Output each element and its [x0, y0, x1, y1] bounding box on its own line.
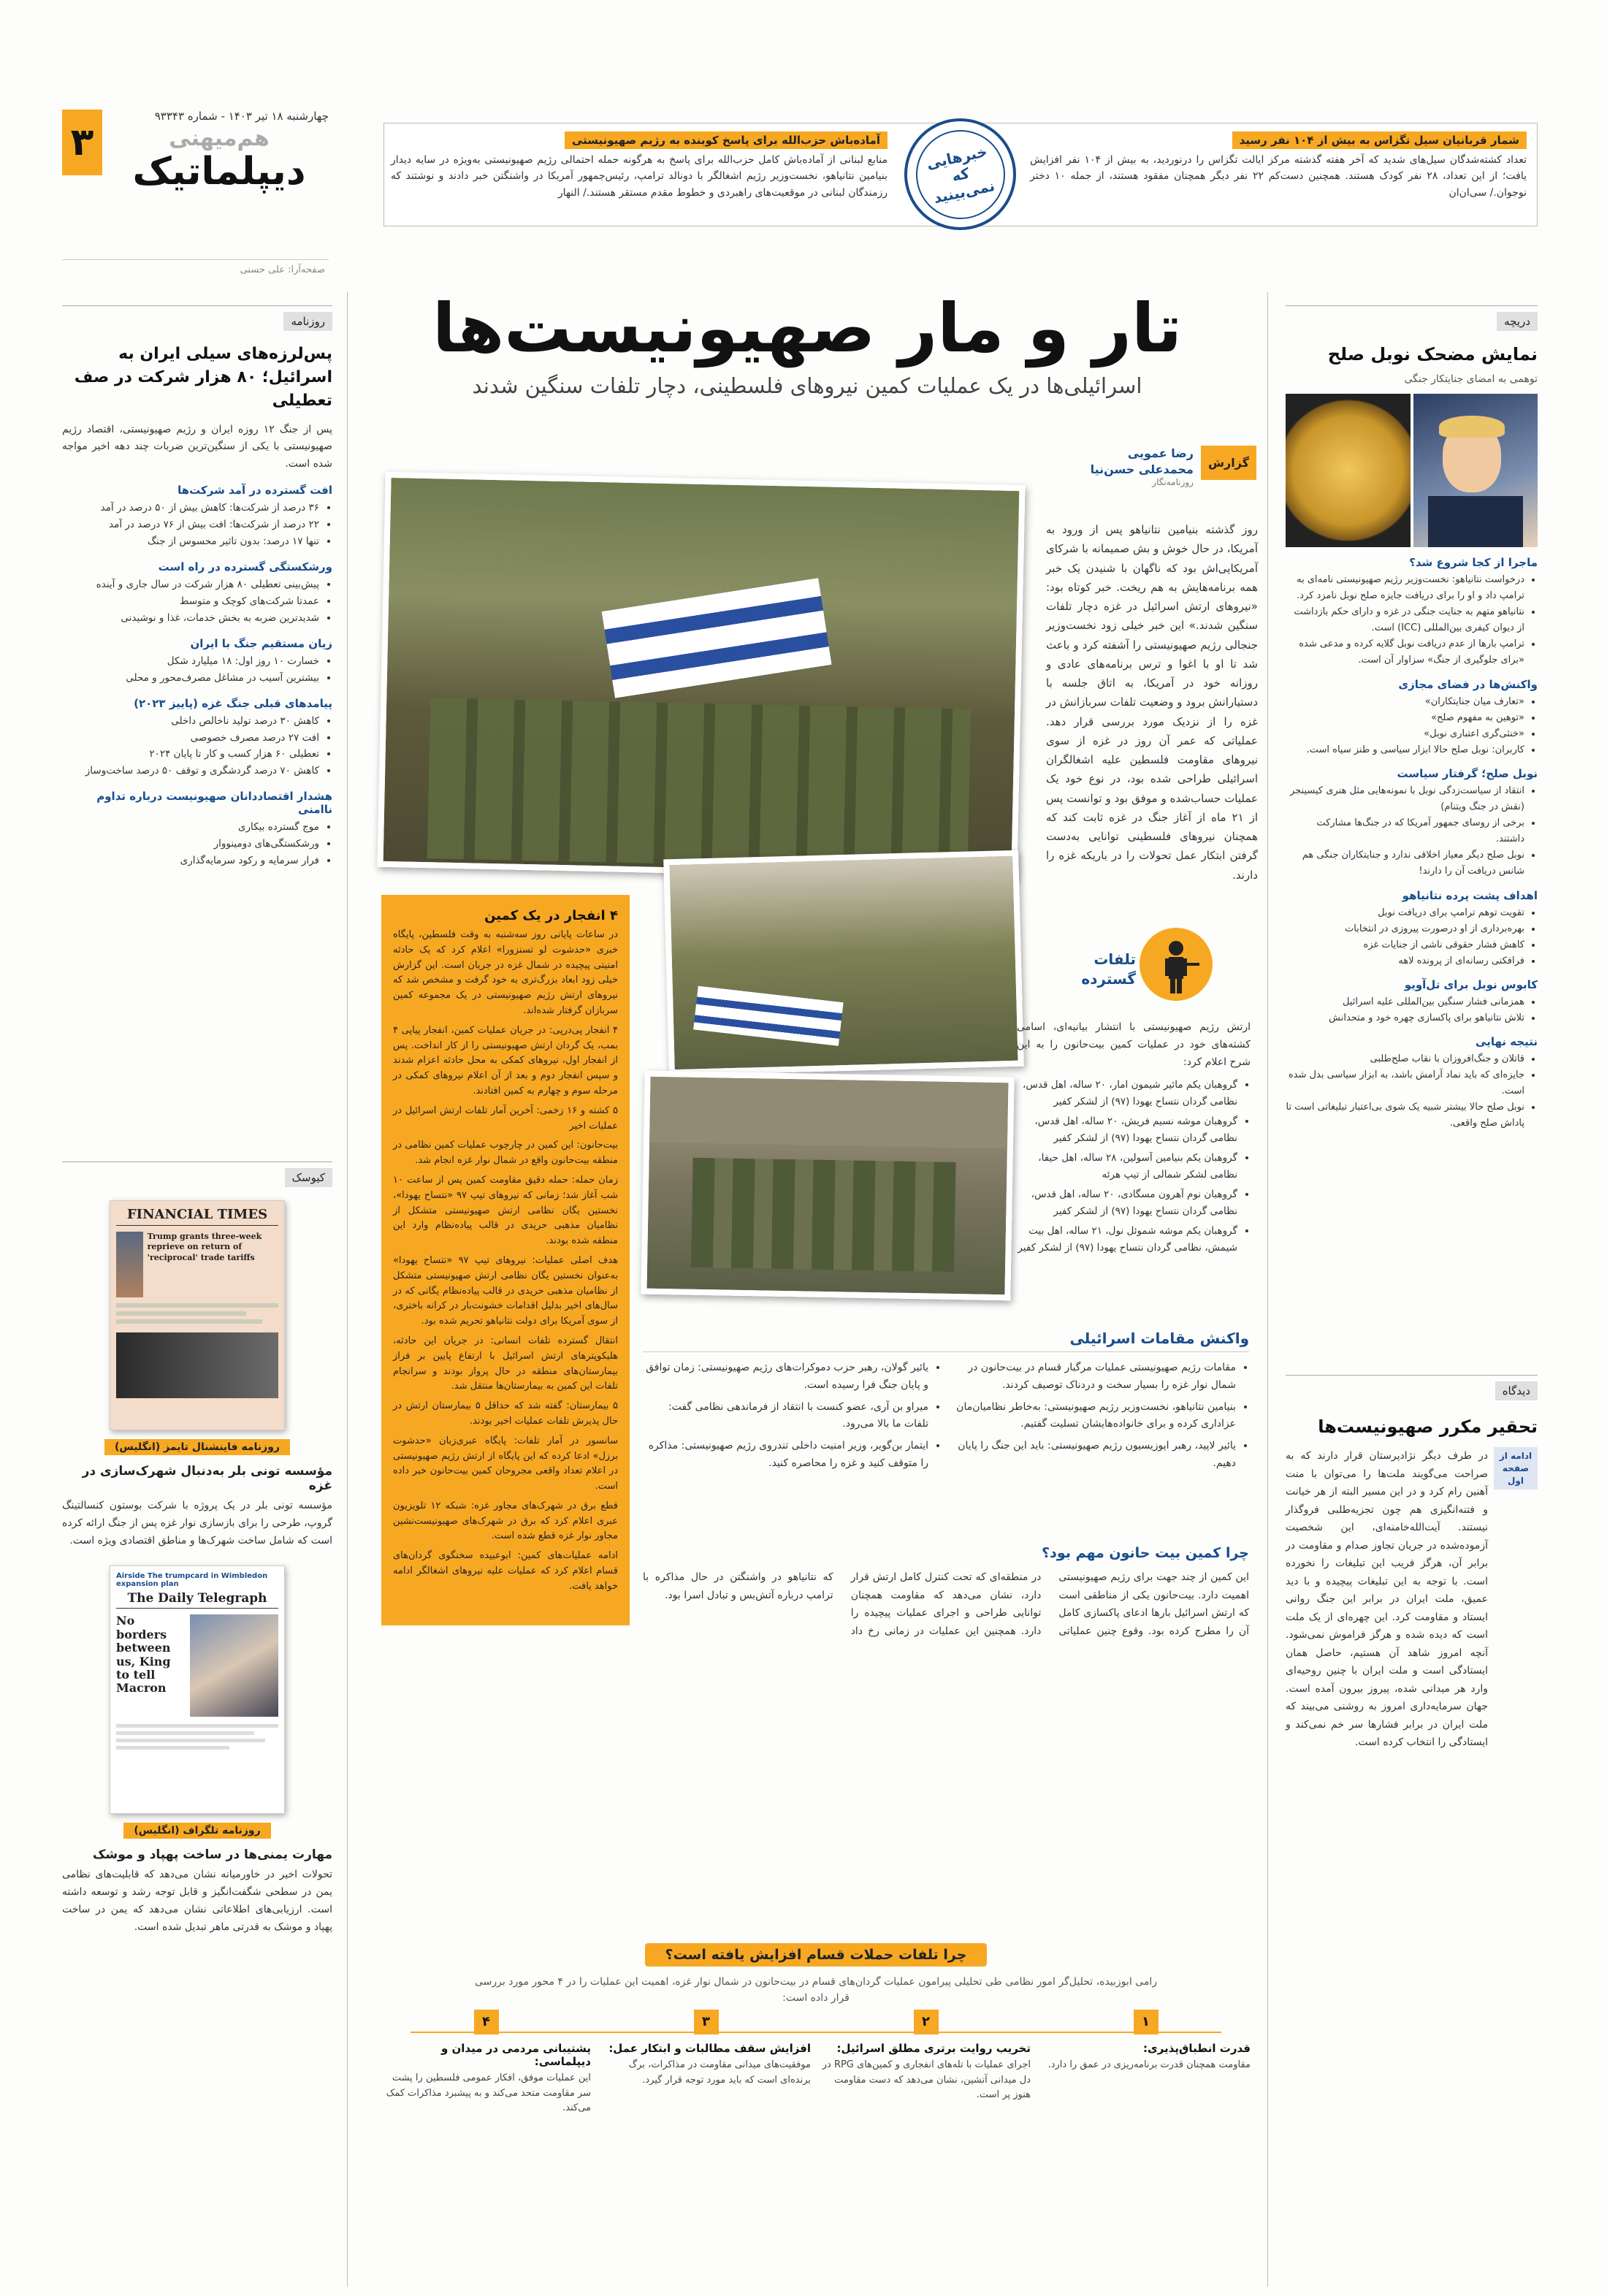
beithanoun-title: چرا کمین بیت حانون مهم بود؟ [1042, 1545, 1249, 1561]
dariche-column [1286, 305, 1538, 1132]
analysis-point [601, 2013, 811, 2116]
dariche-bullet: • بهره‌برداری از او درصورت پیروزی در انتخابات [1286, 921, 1524, 937]
analysis-point-number: ۴ [474, 2010, 499, 2034]
dt-text: تحولات اخیر در خاورمیانه نشان می‌دهد که قابلیت‌های نظامی یمن در سطحی شگفت‌انگیز و قابل توجه رشد و توسعه داشته است. ارزیابی‌های اطلاعاتی نشان می‌دهد که یمن در ساخت پهپاد و موشک به قدرتی ماهر تبدیل شده است. [62, 1869, 332, 1933]
dariche-bullet: • نوبل صلح حالا بیشتر شبیه یک شوی بی‌اعتبار تبلیغاتی است تا پاداش صلح واقعی. [1286, 1099, 1524, 1132]
headline-subtitle: اسرائیلی‌ها در یک عملیات کمین نیروهای فلسطینی، دچار تلفات سنگین شدند [472, 373, 1142, 399]
rooznameh-section-tag: روزنامه [283, 312, 332, 331]
dariche-bullet-list [1286, 572, 1538, 669]
page-number: ۳ [70, 121, 94, 164]
analysis-point-title: تخریب روایت برتری مطلق اسرائیل: [836, 2041, 1031, 2055]
dariche-bullet-list [1286, 1051, 1538, 1132]
dariche-images [1286, 394, 1538, 547]
dt-label: روزنامه تلگراف (انگلیس) [123, 1823, 270, 1839]
brand-main: دیپلماتیک [132, 150, 306, 194]
soldiers-photo [663, 850, 1024, 1076]
rooznameh-sections [62, 484, 332, 869]
flag-coffin [602, 578, 832, 698]
news-left-text: منابع لبنانی از آماده‌باش کامل حزب‌الله برای پاسخ به هرگونه حمله احتمالی رژیم صهیونیستی به‌ویژه در سایه دیدار بنیامین نتانیاهو، نخست‌وزیر رژیم اشغالگر با دونالد ترامپ، رئیس‌جمهور آمریکا در واشنگتن خبر دادند و نوشتند که رزمندگان لبنانی در موقعیت‌های راهبردی و خطوط مقدم مستقر هستند./ النهار [391, 154, 888, 199]
lead-article [1046, 520, 1258, 885]
rooznameh-bullet: • پیش‌بینی تعطیلی ۸۰ هزار شرکت در سال جاری و آینده [62, 576, 319, 593]
byline [1081, 446, 1256, 487]
dariche-bullet: • کاهش فشار حقوقی ناشی از جنایات غزه [1286, 937, 1524, 953]
explosion-paragraph: ۴ انفجار پی‌در‌پی: در جریان عملیات کمین، انفجار پیاپی ۴ بمب، یک گردان ارتش صهیونیستی را از کار انداخت. پس از انفجار اول، نیروهای کمکی به محل حادثه اعزام شدند و سپس انفجار دوم و بعد از آن اعلام نیروهای کمکی در مرحله سوم و چهارم به کمین افتادند. [393, 1024, 618, 1096]
byline-authors: رضا عمویی محمدعلی حسن‌نیا [1090, 446, 1194, 476]
lead-article-text: روز گذشته بنیامین نتانیاهو پس از ورود به آمریکا، در حال خوش و بش صمیمانه با شرکای آمریکایی‌اش بود که ناگهان با شنیدن یک خبر همه برنامه‌هایش به هم ریخت. خبر کوتاه بود: «نیروهای ارتش اسرائیل در غزه دچار تلفات سنگین شدند.» این خبر خیلی زود نخست‌وزیر جنجالی رژیم صهیونیستی را آشفته کرد و باعث شد تا او با اغوا و ترس برنامه‌های عادی و روزانه خود در آمریکا، به اتاق جلسه با دستیارانش برود و وضعیت تلفات سربازانش در غزه را از نزدیک مورد بررسی قرار دهد. عملیاتی که عمر آن روز در غزه از سوی نیروهای مقاومت فلسطین علیه اشغالگران اسرائیلی طراحی شده بود، در نوع خود یک عملیات حساب‌شده و موفق بود و توانست پس از ۲۱ ماه از آغاز جنگ در غزه ثابت کند که همچنان نیروهای فلسطینی توانایی به‌دست گرفتن ابتکار عمل تحولات را در باریکه غزه را دارند. [1046, 523, 1258, 882]
analysis-point-text: اجرای عملیات با تله‌های انفجاری و کمین‌های RPG در دل میدانی آتشین، نشان می‌دهد که دست مقاومت هنوز پر است. [822, 2059, 1031, 2101]
dariche-bullet: • قاتلان و جنگ‌افروزان با نقاب صلح‌طلبی [1286, 1051, 1524, 1067]
rooznameh-bullet: • شدیدترین ضربه به بخش خدمات، غذا و نوشیدنی [62, 610, 319, 627]
kiosk-column [62, 1162, 332, 1937]
dariche-bullet: • برخی از روسای جمهور آمریکا که در جنگ‌ها مشارکت داشتند. [1286, 815, 1524, 847]
explosion-paragraph: انتقال گسترده تلفات انسانی: در جریان این حادثه، هلیکوپترهای ارتش اسرائیل با ارتفاع پایین بر فراز بیمارستان‌های منطقه در حال پرواز بودند و سرانجام تلفات این کمین به بیمارستان‌ها منتقل شد. [393, 1335, 618, 1392]
casualties-box [1017, 1019, 1251, 1259]
telegraph-masthead: The Daily Telegraph [116, 1591, 278, 1609]
didgah-text: در طرف دیگر نژادپرستان قرار دارند که به صراحت می‌گویند ملت‌ها را می‌توان با منت آهنین رام کرد و در این مسیر البته از هر خیانت و فتنه‌انگیزی هم چون تجزیه‌طلبی فروگذار نیستند. آیت‌الله‌خامنه‌ای، این شخصیت آزموده‌شده در جریان تجاوز صدام و مقاومت در برابر آن، هرگز فریب این تبلیغات را نخورده است. با توجه به این تبلیغات پیچیده و با دید عمیق، ملت ایران در برابر این جنگ روانی ایستاد و مقاومت کرد. این چهره‌ای از یک ملت است که دیده شده و هرگز فراموش نمی‌شود. آنچه امروز شاهد آن هستیم، حاصل همان ایستادگی است و ملت ایران با چنین روحیه‌ای وارد هر میدانی شده، پیروز بیرون آمده است. جهان سرمایه‌داری امروز به روشنی می‌بیند که ملت ایران در برابر فشارها سر خم نمی‌کند و ایستادگی را انتخاب کرده است. [1286, 1450, 1488, 1748]
didgah-section-tag: دیدگاه [1495, 1381, 1538, 1400]
didgah-title: تحقیر مکرر صهیونیست‌ها [1318, 1416, 1538, 1437]
date-line: چهارشنبه ۱۸ تیر ۱۴۰۳ - شماره ۹۳۳۴۳ [154, 110, 329, 123]
rooznameh-bullet-list [62, 653, 332, 687]
reaction-item: • مقامات رژیم صهیونیستی عملیات مرگبار قسام در بیت‌حانون در شمال نوار غزه را بسیار سخت و دردناک توصیف کردند. [950, 1359, 1236, 1395]
dariche-section-tag: دریچه [1497, 312, 1538, 331]
dt-title: مهارت یمنی‌ها در ساخت پهپاد و موشک [93, 1847, 332, 1863]
dariche-bullet: • جایزه‌ای که باید نماد آرامش باشد، به ابزار سیاسی بدل شده است. [1286, 1067, 1524, 1099]
editor-line: صفحه‌آرا: علی حسنی [240, 264, 325, 275]
brand-top: هم‌میهنی [169, 126, 270, 151]
rooznameh-subheading: افت گسترده در آمد شرکت‌ها [178, 484, 332, 497]
ft-front-page [110, 1200, 285, 1430]
dariche-bullet: • درخواست نتانیاهو: نخست‌وزیر رژیم صهیونیستی نامه‌ای به ترامپ داد و او را برای دریافت جایزه صلح نوبل نامزد کرد. [1286, 572, 1524, 604]
rooznameh-bullet: • ۲۲ درصد از شرکت‌ها: افت بیش از ۷۶ درصد در آمد [62, 516, 319, 533]
analysis-point [821, 2013, 1031, 2116]
casualty-item: • گروهبان یکم بنیامین آسولین، ۲۸ ساله، اهل حیفا، نظامی لشکر شمالی از تیپ هرئه [1017, 1150, 1237, 1183]
reactions-box [643, 1330, 1249, 1477]
analysis-point-title: افزایش سقف مطالبات و ابتکار عمل: [608, 2041, 811, 2055]
ft-title: مؤسسه تونی بلر به‌دنبال شهرک‌سازی در غزه [82, 1464, 332, 1493]
dariche-bullet-list [1286, 905, 1538, 969]
rooznameh-title: پس‌لرزه‌های سیلی ایران به اسرائیل؛ ۸۰ هزار شرکت در صف تعطیلی [74, 345, 332, 410]
reaction-item: • یائیر گولان، رهبر حزب دموکرات‌های رژیم صهیونیستی: زمان توافق و پایان جنگ فرا رسیده است. [643, 1359, 928, 1395]
dariche-bullet: • فرافکنی رسانه‌ای از پرونده لاهه [1286, 953, 1524, 969]
reaction-item: • ایتمار بن‌گویر، وزیر امنیت داخلی تندروی رژیم صهیونیستی: مذاکره را متوقف کنید و غزه را محاصره کنید. [643, 1438, 928, 1473]
news-right-text: تعداد کشته‌شدگان سیل‌های شدید که آخر هفته گذشته مرکز ایالت تگزاس را درنوردید، به بیش از ۱۰۴ نفر افزایش یافت؛ از این تعداد، ۲۸ نفر کودک هستند. همچنین دست‌کم ۲۲ نفر دیگر همچنان مفقود هستند، از جمله ۱۰ دختر نوجوان./ سی‌ان‌ان [1030, 154, 1527, 199]
reactions-list [643, 1359, 1249, 1477]
dariche-byline: توهمی به امضای جنایتکار جنگی [1404, 373, 1538, 385]
analysis-point [381, 2013, 591, 2116]
dariche-bullet: • ترامپ بارها از عدم دریافت نوبل گلایه کرده و مدعی شده «برای جلوگیری از جنگ» سزاوار آن است. [1286, 636, 1524, 668]
dariche-bullet: • نتانیاهو متهم به جنایت جنگی در غزه و دارای حکم بازداشت از دیوان کیفری بین‌المللی (ICC) است. [1286, 604, 1524, 636]
kiosk-section-tag: کیوسک [285, 1168, 332, 1187]
beithanoun-text: این کمین از چند جهت برای رژیم صهیونیستی اهمیت دارد. بیت‌حانون یکی از مناطقی است که ارتش اسرائیل بارها ادعای پاکسازی کامل آن را مطرح کرده بود. وقوع چنین عملیاتی در منطقه‌ای که تحت کنترل کامل ارتش قرار دارد، نشان می‌دهد که مقاومت همچنان توانایی طراحی و اجرای عملیات پیچیده را دارد. همچنین این عملیات در زمانی رخ داد که نتانیاهو در واشنگتن در حال مذاکره با ترامپ درباره آتش‌بس و تبادل اسرا بود. [643, 1571, 1249, 1637]
rooznameh-bullet-list [62, 576, 332, 627]
rooznameh-bullet: • کاهش ۳۰ درصد تولید ناخالص داخلی [62, 713, 319, 730]
explosion-paragraph: سانسور در آمار تلفات: پایگاه عبری‌زبان «حدشوت برزل» ادعا کرده که این پایگاه از ارتش رژیم صهیونیستی در اعلام تعداد واقعی مجروحان کمین بیت‌حانون خبر داده است. [393, 1435, 618, 1492]
dariche-bullet: • «خنثی‌گری اعتباری نوبل» [1286, 726, 1524, 742]
casualty-item: • گروهبان یکم مائیر شیمون امار، ۲۰ ساله، اهل قدس، نظامی گردان نتساح یهودا (۹۷) از لشکر کفیر [1017, 1077, 1237, 1110]
explosion-paragraph: ۵ بیمارستان: گفته شد که حداقل ۵ بیمارستان ارتش در حال پذیرش تلفات عملیات اخیر بودند. [393, 1400, 619, 1427]
byline-label: گزارش [1201, 446, 1256, 480]
rooznameh-bullet: • ورشکستگی‌های دومینووار [62, 836, 319, 853]
casualty-item: • گروهبان یکم موشه شموئل نول، ۲۱ ساله، اهل بیت شیمش، نظامی گردان نتساح یهودا (۹۷) از لشکر کفیر [1017, 1223, 1237, 1256]
rooznameh-intro: پس از جنگ ۱۲ روزه ایران و رژیم صهیونیستی، اقتصاد رژیم صهیونیستی با یکی از سنگین‌ترین ضربات چند دهه اخیر مواجه شده است. [62, 423, 333, 470]
news-right-title: شمار قربانیان سیل تگزاس به بیش از ۱۰۴ نفر رسید [1232, 131, 1527, 149]
rooznameh-bullet: • فرار سرمایه و رکود سرمایه‌گذاری [62, 853, 319, 869]
explosion-paragraph: ۵ کشته و ۱۶ زخمی: آخرین آمار تلفات ارتش اسرائیل در عملیات اخیر [393, 1105, 618, 1132]
funeral-photo [377, 472, 1025, 880]
ft-masthead: FINANCIAL TIMES [116, 1207, 278, 1226]
explosion-paragraph: هدف اصلی عملیات: نیروهای تیپ ۹۷ «نتساح یهودا» به‌عنوان نخستین یگان نظامی ارتش صهیونیستی متشکل از نظامیان مذهبی حریدی در قالب پیاده‌نظام یگانی که در سال‌های اخیر بدلیل اقدامات خشونت‌بار در کرانه باختری، از سوی آمریکا برای دولت نتانیاهو تحریم شده بود. [393, 1254, 618, 1327]
explosions-box [381, 895, 630, 1625]
rooznameh-bullet: • ۳۶ درصد از شرکت‌ها: کاهش بیش از ۵۰ درصد در آمد [62, 500, 319, 516]
dariche-bullet-list [1286, 783, 1538, 880]
telegraph-front-page [110, 1565, 285, 1814]
dariche-subheading: ماجرا از کجا شروع شد؟ [1409, 556, 1538, 569]
dariche-subheading: کابوس نوبل برای تل‌آویو [1404, 977, 1538, 991]
explosion-paragraph: بیت‌حانون: این کمین در چارچوب عملیات کمین نظامی در منطقه بیت‌حانون واقع در شمال نوار غزه انجام شد. [393, 1140, 618, 1167]
dariche-subheading: نوبل صلح؛ گرفتار سیاست [1397, 766, 1538, 780]
rooznameh-bullet: • تعطیلی ۶۰ هزار کسب و کار تا پایان ۲۰۲۴ [62, 746, 319, 763]
rooznameh-bullet: • خسارت ۱۰ روز اول: ۱۸ میلیارد شکل [62, 653, 319, 670]
analysis-intro: رامی ابوزبیده، تحلیل‌گر امور نظامی طی تحلیلی پیرامون عملیات گردان‌های قسام در بیت‌حانون در شمال نوار غزه، اهمیت این عملیات را در ۴ محور مورد بررسی قرار داده است: [475, 1976, 1157, 2005]
dariche-bullet: • انتقاد از سیاست‌زدگی نوبل با نمونه‌هایی مثل هنری کیسینجر (نقش در جنگ ویتنام) [1286, 783, 1524, 815]
analysis-point-number: ۱ [1134, 2010, 1159, 2034]
dariche-bullet-list [1286, 994, 1538, 1026]
ft-headline: Trump grants three-week reprieve on return of 'reciprocal' trade tariffs [147, 1232, 262, 1262]
dariche-bullet-list [1286, 694, 1538, 758]
explosion-paragraph: ادامه عملیات‌های کمین: ابوعبیده سخنگوی گردان‌های قسام اعلام کرد که عملیات علیه نیروهای اشغالگر ادامه خواهد یافت. [393, 1550, 618, 1592]
news-left [391, 131, 888, 201]
rooznameh-bullet: • عمدتا شرکت‌های کوچک و متوسط [62, 593, 319, 610]
telegraph-headline: No borders between us, King to tell Macron [116, 1614, 171, 1696]
dariche-title: نمایش مضحک نوبل صلح [1327, 344, 1538, 365]
dariche-bullet: • تلاش نتانیاهو برای پاکسازی چهره خود و متحدانش [1286, 1010, 1524, 1026]
dariche-bullet: • نوبل صلح دیگر معیار اخلاقی ندارد و جنایتکاران جنگی هم شانس دریافت آن را دارند! [1286, 847, 1524, 880]
rooznameh-bullet: • بیشترین آسیب در مشاغل مصرف‌محور و محلی [62, 670, 319, 687]
news-left-title: آماده‌باش حزب‌الله برای پاسخ کوبنده به رژیم صهیونیستی [565, 131, 888, 149]
reaction-item: • میراو بن آری، عضو کنست با انتقاد از فرماندهی نظامی گفت: تلفات ما بالا می‌رود. [643, 1399, 928, 1434]
analysis-point-number: ۳ [694, 2010, 719, 2034]
patrol-photo [641, 1071, 1014, 1301]
rooznameh-bullet: • کاهش ۷۰ درصد گردشگری و توقف ۵۰ درصد ساخت‌وساز [62, 763, 319, 779]
analysis-point-text: این عملیات موفق، افکار عمومی فلسطین را پشت سر مقاومت متحد می‌کند و به پیشبرد مذاکرات کمک می‌کند. [386, 2072, 591, 2114]
reaction-item: • یائیر لاپید، رهبر اپوزیسیون رژیم صهیونیستی: باید این جنگ را پایان دهیم. [950, 1438, 1236, 1473]
beithanoun-box [643, 1545, 1249, 1640]
casualties-title: تلفات گسترده [1081, 950, 1136, 988]
ft-text: مؤسسه تونی بلر در یک پروژه با شرکت بوستون کنسالتینگ گروپ، طرحی را برای بازسازی نوار غزه پس از جنگ ارائه کرده است که شامل ساخت شهرک‌ها و مناطق اقتصادی ویژه است. [62, 1500, 332, 1546]
byline-role: روزنامه‌نگار [1152, 477, 1194, 488]
analysis-points [381, 2013, 1251, 2116]
dariche-subheading: نتیجه نهایی [1476, 1035, 1538, 1049]
analysis-box [381, 1943, 1251, 2116]
rooznameh-column [62, 305, 332, 869]
news-stamp-label: خبرهایی که نمی‌بینید [924, 142, 996, 207]
explosions-title: ۴ انفجار در یک کمین [484, 908, 618, 923]
reactions-title: واکنش مقامات اسرائیلی [643, 1330, 1249, 1352]
dariche-bullet: • «تعارف میان جنایتکاران» [1286, 694, 1524, 710]
telegraph-kicker: Airside The trumpcard in Wimbledon expansion plan [116, 1572, 268, 1589]
rooznameh-bullet-list [62, 713, 332, 780]
rooznameh-bullet: • افت ۲۷ درصد مصرف خصوصی [62, 730, 319, 747]
trump-photo [1413, 394, 1538, 547]
headline-block [365, 289, 1249, 398]
explosion-paragraph: زمان حمله: حمله دقیق مقاومت کمین پس از ساعت ۱۰ شب آغاز شد؛ زمانی که نیروهای تیپ ۹۷ «نتساح یهودا»، نخستین یگان نظامی ارتش صهیونیستی متشکل از نظامیان مذهبی حریدی در قالب پیاده‌نظام وارد این منطقه شده بودند. [393, 1174, 618, 1247]
analysis-point-text: موفقیت‌های میدانی مقاومت در مذاکرات، برگ برنده‌ای است که باید مورد توجه قرار گیرد. [628, 2059, 811, 2086]
dariche-subsections [1286, 556, 1538, 1132]
dariche-subheading: اهداف پشت پرده نتانیاهو [1402, 888, 1538, 902]
casualty-item: • گروهبان نوم آهرون مسگادی، ۲۰ ساله، اهل قدس، نظامی گردان نتساح یهودا (۹۷) از لشکر کفیر [1017, 1186, 1237, 1220]
casualty-item: • گروهبان موشه نسیم فریش، ۲۰ ساله، اهل قدس، نظامی گردان نتساح یهودا (۹۷) از لشکر کفیر [1017, 1113, 1237, 1147]
casualties-intro: ارتش رژیم صهیونیستی با انتشار بیانیه‌ای، اسامی کشته‌های خود در عملیات کمین بیت‌حانون را به این شرح اعلام کرد: [1017, 1021, 1251, 1068]
news-stamp [904, 118, 1016, 230]
explosion-paragraph: در ساعات پایانی روز سه‌شنبه به وقت فلسطین، پایگاه خبری «حدشوت لو تسنزورا» اعلام کرد که یک حادثه امنیتی پیچیده در شمال غزه در جریان است. این گزارش خیلی زود ابعاد بزرگ‌تری به خود گرفت و مشخص شد که نیروهای ارتش رژیم صهیونیستی در یک مجموعه کمین سربازان گرفتار شده‌اند. [393, 929, 618, 1016]
dariche-bullet: • «توهین به مفهوم صلح» [1286, 710, 1524, 726]
rooznameh-subheading: هشدار اقتصاددانان صهیونیست درباره تداوم ناامنی [96, 790, 332, 817]
analysis-point-number: ۲ [914, 2010, 939, 2034]
rooznameh-bullet: • موج گسترده بیکاری [62, 819, 319, 836]
rooznameh-bullet-list [62, 500, 332, 550]
analysis-title: چرا تلفات حملات قسام افزایش یافته است؟ [645, 1943, 988, 1967]
masthead [110, 110, 329, 193]
didgah-column [1286, 1375, 1538, 1752]
dariche-subheading: واکنش‌ها در فضای مجازی [1398, 677, 1538, 691]
rooznameh-subheading: ورشکستگی گسترده در راه است [158, 560, 332, 573]
ft-label: روزنامه فاینشنال تایمز (انگلیس) [104, 1439, 290, 1455]
analysis-point-text: مقاومت همچنان قدرت برنامه‌ریزی در عمق را دارد. [1047, 2059, 1251, 2070]
reaction-item: • بنیامین نتانیاهو، نخست‌وزیر رژیم صهیونیستی: به‌خاطر نظامیان‌مان عزاداری کرده و برای خانواده‌هایشان تسلیت گفتیم. [950, 1399, 1236, 1434]
dariche-bullet: • کاربران: نوبل صلح حالا ابزار سیاسی و طنز سیاه است. [1286, 742, 1524, 758]
explosion-paragraph: قطع برق در شهرک‌های مجاور غزه: شبکه ۱۲ تلویزیون عبری اعلام کرد که برق در شهرک‌های صهیونیست‌نشین مجاور نوار غزه قطع شده است. [393, 1500, 618, 1542]
soldier-icon [1140, 928, 1213, 1001]
dariche-bullet: • تقویت توهم ترامپ برای دریافت نوبل [1286, 905, 1524, 921]
continued-badge: ادامه از صفحه اول [1494, 1447, 1538, 1490]
rooznameh-bullet: • تنها ۱۷ درصد: بدون تاثیر محسوس از جنگ [62, 533, 319, 550]
analysis-point [1041, 2013, 1251, 2116]
rooznameh-subheading: پیامدهای قبلی جنگ غزه (پاییز ۲۰۲۳) [134, 696, 332, 710]
casualties-list [1017, 1077, 1251, 1256]
rooznameh-subheading: زیان مستقیم جنگ با ایران [190, 636, 332, 650]
page-number-box [62, 110, 102, 175]
news-right [1030, 131, 1527, 201]
analysis-point-title: قدرت انطباق‌پذیری: [1143, 2041, 1251, 2055]
analysis-point-title: پشتیبانی مردمی در میدان و دیپلماسی: [440, 2041, 591, 2068]
dariche-bullet: • همزمانی فشار سنگین بین‌المللی علیه اسرائیل [1286, 994, 1524, 1010]
headline-title: تار و مار صهیونیست‌ها [432, 289, 1183, 367]
rooznameh-bullet-list [62, 819, 332, 869]
nobel-medal-icon [1286, 394, 1411, 547]
explosions-paragraphs [393, 928, 618, 1595]
